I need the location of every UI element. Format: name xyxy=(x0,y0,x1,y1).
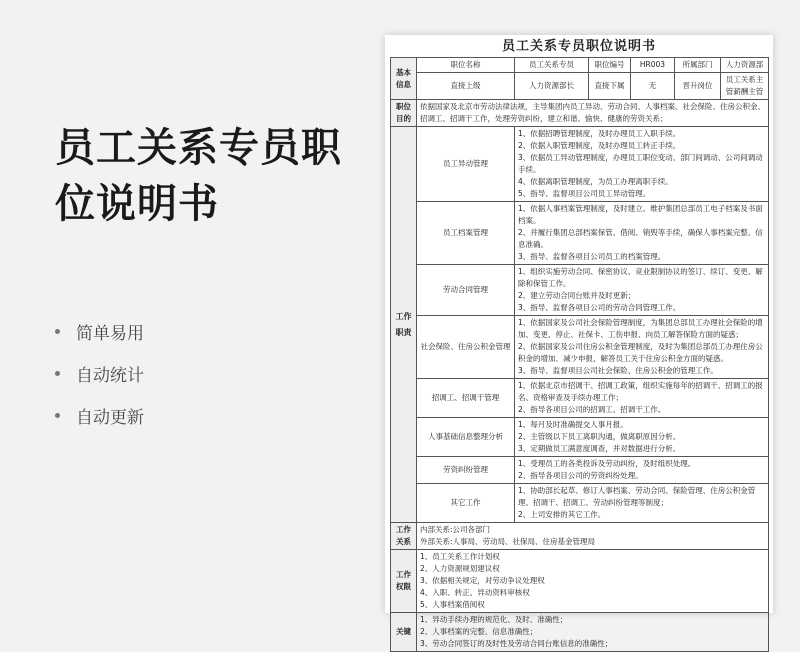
bullet-icon xyxy=(55,329,60,334)
list-item: 1、每月及时准确提交人事月报。 xyxy=(518,420,628,429)
list-item: 2、指导各项目公司的劳资纠纷处理。 xyxy=(518,471,643,480)
list-item: 2、依据国家及公司住房公积金管理制度，及时为集团总部员工办理住房公积金的增加、减少申报，解答员工关于住房公积金方面的疑惑。 xyxy=(518,342,763,363)
list-item: 3、指导、监督各项目公司的劳动合同管理工作。 xyxy=(518,303,681,312)
duty-row xyxy=(391,379,769,418)
relations-label: 工作关系 xyxy=(391,523,417,550)
duty-row xyxy=(391,127,769,202)
list-item: 1、异动手续办理的规范化、及时、准确性； xyxy=(420,615,568,624)
list-item: 1、依据北京市招调干、招调工政策，组织实施每年的招调干、招调工的报名、资格审查及手续办理工作； xyxy=(518,381,763,402)
basic-info-row xyxy=(391,58,769,73)
cell: 直接下属 xyxy=(589,73,631,100)
list-item: 外部关系:人事局、劳动局、社保局、住房基金管理局 xyxy=(420,537,596,546)
purpose-text: 依据国家及北京市劳动法律法规，主导集团内员工异动、劳动合同、人事档案、社会保险、住房公积金、招调工、招调干工作，处理劳资纠纷，建立和谐、愉快、健康的劳资关系； xyxy=(417,100,769,127)
list-item: 内部关系:公司各部门 xyxy=(420,525,491,534)
key-label: 关键 xyxy=(391,613,417,652)
list-item: 2、指导各项目公司的招调工、招调干工作。 xyxy=(518,405,666,414)
list-item: 3、依据相关规定，对劳动争议处理权 xyxy=(420,576,545,585)
promo-title: 员工关系专员职位说明书 xyxy=(55,125,342,227)
cell: 直接上级 xyxy=(417,73,515,100)
feature-item: 自动统计 xyxy=(55,352,144,394)
relations-items xyxy=(417,523,769,550)
list-item: 3、定期做员工满意度调查，并对数据进行分析。 xyxy=(518,444,681,453)
duty-name: 其它工作 xyxy=(417,484,515,523)
list-item: 1、依据招聘管理制度，及时办理员工入职手续。 xyxy=(518,129,681,138)
list-item: 1、员工关系工作计划权 xyxy=(420,552,500,561)
duty-name: 招调工、招调干管理 xyxy=(417,379,515,418)
cell: 员工关系专员 xyxy=(515,58,589,73)
duty-name: 员工档案管理 xyxy=(417,202,515,265)
duty-items xyxy=(515,265,769,316)
job-description-table xyxy=(390,57,769,652)
list-item: 5、指导、监督项目公司员工异动管理。 xyxy=(518,189,651,198)
bullet-icon xyxy=(55,371,60,376)
cell: 晋升岗位 xyxy=(675,73,721,100)
relations-row xyxy=(391,523,769,550)
duty-row xyxy=(391,202,769,265)
cell: HR003 xyxy=(631,58,675,73)
purpose-row xyxy=(391,100,769,127)
document-title: 员工关系专员职位说明书 xyxy=(501,39,656,54)
list-item: 4、入职、转正、异动资料审核权 xyxy=(420,588,530,597)
cell: 员工关系主管薪酬主管 xyxy=(721,73,769,100)
list-item: 2、上司安排的其它工作。 xyxy=(518,510,606,519)
list-item: 2、人事档案的完整、信息准确性； xyxy=(420,627,538,636)
key-items xyxy=(417,613,769,652)
authority-items xyxy=(417,550,769,613)
authority-row xyxy=(391,550,769,613)
feature-item: 自动更新 xyxy=(55,394,144,436)
duty-items xyxy=(515,316,769,379)
list-item: 2、人力资源规划建议权 xyxy=(420,564,500,573)
duty-items xyxy=(515,379,769,418)
duty-items xyxy=(515,127,769,202)
list-item: 4、依据离职管理制度，为员工办理离职手续。 xyxy=(518,177,673,186)
cell: 职位编号 xyxy=(589,58,631,73)
duty-name: 劳资纠纷管理 xyxy=(417,457,515,484)
duty-items xyxy=(515,418,769,457)
bullet-icon xyxy=(55,413,60,418)
duty-name: 人事基础信息整理分析 xyxy=(417,418,515,457)
list-item: 1、组织实施劳动合同、保密协议、竞业限制协议的签订、续订、变更、解除和保管工作。 xyxy=(518,267,763,288)
cell: 无 xyxy=(631,73,675,100)
duty-name: 员工异动管理 xyxy=(417,127,515,202)
cell: 人力资源部长 xyxy=(515,73,589,100)
list-item: 2、依据入职管理制度，及时办理员工转正手续。 xyxy=(518,141,681,150)
duty-items xyxy=(515,484,769,523)
duty-row xyxy=(391,484,769,523)
list-item: 5、人事档案借阅权 xyxy=(420,600,485,609)
duties-label: 工作职责 xyxy=(391,127,417,523)
key-row xyxy=(391,613,769,652)
cell: 人力资源部 xyxy=(721,58,769,73)
list-item: 3、劳动合同签订的及时性及劳动合同台账信息的准确性； xyxy=(420,639,613,648)
authority-label: 工作权限 xyxy=(391,550,417,613)
feature-item: 简单易用 xyxy=(55,310,144,352)
purpose-label: 职位目的 xyxy=(391,100,417,127)
duty-items xyxy=(515,457,769,484)
cell: 所属部门 xyxy=(675,58,721,73)
basic-info-row xyxy=(391,73,769,100)
list-item: 1、受理员工的各类投诉及劳动纠纷，及时组织处理。 xyxy=(518,459,696,468)
list-item: 2、建立劳动合同台账并及时更新； xyxy=(518,291,636,300)
basic-info-label: 基本信息 xyxy=(391,58,417,100)
duty-row xyxy=(391,418,769,457)
list-item: 3、指导、监督项目公司社会保险、住房公积金的管理工作。 xyxy=(518,366,718,375)
duty-name: 劳动合同管理 xyxy=(417,265,515,316)
duty-name: 社会保险、住房公积金管理 xyxy=(417,316,515,379)
list-item: 3、指导、监督各项目公司员工的档案管理。 xyxy=(518,252,666,261)
duty-row xyxy=(391,316,769,379)
duty-row xyxy=(391,457,769,484)
duty-items xyxy=(515,202,769,265)
list-item: 1、依据人事档案管理制度，及时建立、维护集团总部员工电子档案及书面档案。 xyxy=(518,204,763,225)
feature-list xyxy=(55,310,144,436)
list-item: 3、依据员工异动管理制度，办理员工职位变动、部门间调动、公司间调动手续。 xyxy=(518,153,763,174)
list-item: 2、并履行集团总部档案保管、借阅、销毁等手续，确保人事档案完整、信息准确。 xyxy=(518,228,763,249)
list-item: 2、主管级以下员工离职沟通，做离职原因分析。 xyxy=(518,432,681,441)
duty-row xyxy=(391,265,769,316)
cell: 职位名称 xyxy=(417,58,515,73)
list-item: 1、协助部长起草、修订人事档案、劳动合同、保险管理、住房公积金管理、招调干、招调工、劳动纠纷管理等制度； xyxy=(518,486,756,507)
list-item: 1、依据国家及公司社会保险管理制度，为集团总部员工办理社会保险的增加、变更、停止、社保卡、工伤申报、向员工解答保险方面的疑惑； xyxy=(518,318,763,339)
document-sheet xyxy=(385,35,773,648)
